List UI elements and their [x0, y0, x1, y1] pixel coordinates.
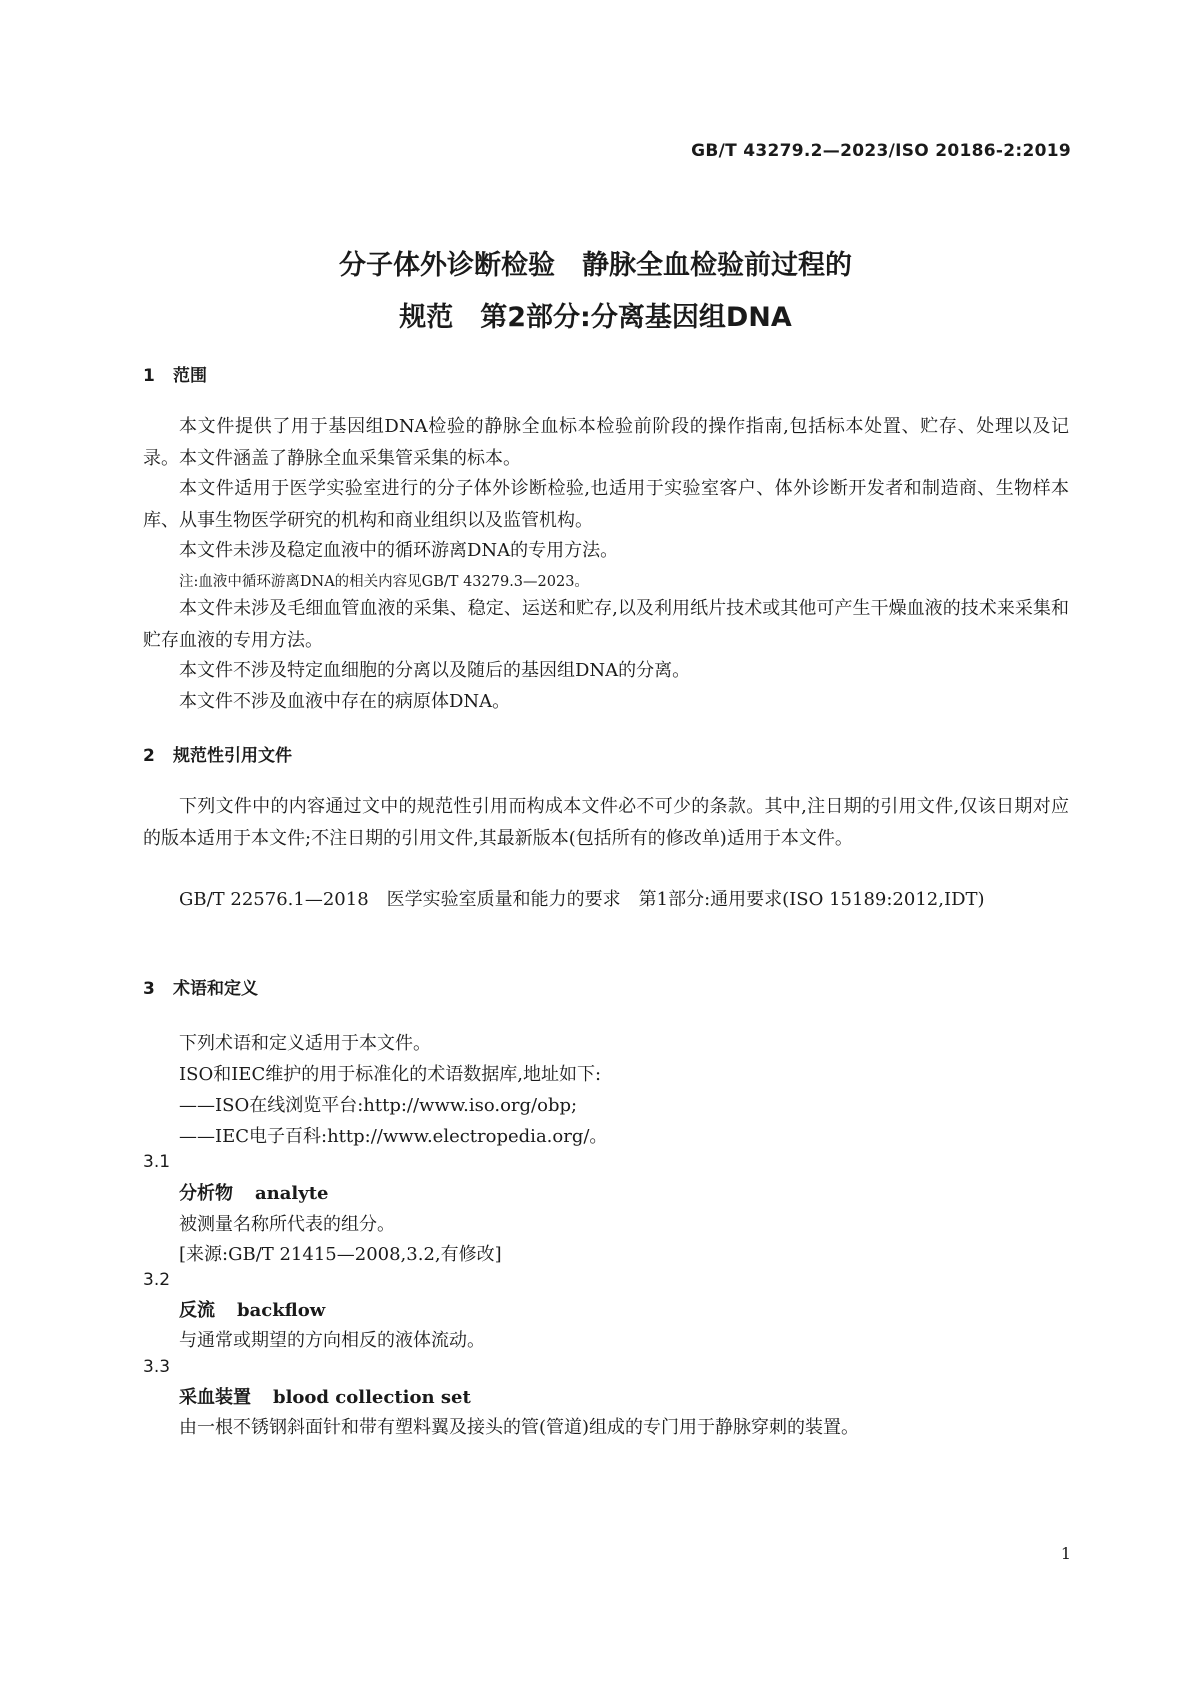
section-1-paragraph-2: 本文件适用于医学实验室进行的分子体外诊断检验,也适用于实验室客户、体外诊断开发者和制造商、生物样本库、从事生物医学研究的机构和商业组织以及监管机构。 — [143, 478, 1069, 531]
section-number: 3 — [143, 979, 155, 999]
term-en: blood collection set — [273, 1387, 471, 1408]
term-number: 3.1 — [143, 1152, 171, 1172]
section-1-heading — [143, 361, 207, 386]
iec-electropedia-link: ——IEC电子百科:http://www.electropedia.org/。 — [179, 1126, 608, 1147]
section-3-line-1: 下列术语和定义适用于本文件。 — [179, 1033, 431, 1054]
term-number: 3.2 — [143, 1270, 171, 1290]
iso-obp-link: ——ISO在线浏览平台:http://www.iso.org/obp; — [179, 1095, 578, 1116]
section-1-note: 注:血液中循环游离DNA的相关内容见GB/T 43279.3—2023。 — [179, 574, 589, 590]
page-number: 1 — [1060, 1544, 1071, 1563]
term-definition: 由一根不锈钢斜面针和带有塑料翼及接头的管(管道)组成的专门用于静脉穿刺的装置。 — [179, 1417, 860, 1438]
term-heading — [179, 1296, 325, 1322]
term-heading — [179, 1179, 328, 1205]
section-2-reference: GB/T 22576.1—2018 医学实验室质量和能力的要求 第1部分:通用要求(ISO 15189:2012,IDT) — [179, 889, 985, 910]
term-source: [来源:GB/T 21415—2008,3.2,有修改] — [179, 1244, 502, 1265]
section-title: 规范性引用文件 — [173, 746, 292, 766]
section-1-paragraph-5: 本文件不涉及特定血细胞的分离以及随后的基因组DNA的分离。 — [179, 660, 691, 681]
term-zh: 反流 — [179, 1300, 215, 1321]
section-3-heading — [143, 974, 258, 999]
section-1-paragraph-4: 本文件未涉及毛细血管血液的采集、稳定、运送和贮存,以及利用纸片技术或其他可产生干燥血液的技术来采集和贮存血液的专用方法。 — [143, 598, 1069, 651]
term-zh: 分析物 — [179, 1183, 233, 1204]
standard-code: GB/T 43279.2—2023/ISO 20186-2:2019 — [691, 141, 1071, 161]
section-title: 术语和定义 — [173, 979, 258, 999]
section-1-paragraph-6: 本文件不涉及血液中存在的病原体DNA。 — [179, 691, 511, 712]
section-title: 范围 — [173, 366, 207, 386]
section-2-heading — [143, 741, 292, 766]
term-heading — [179, 1383, 471, 1409]
document-title — [0, 240, 1191, 344]
term-definition: 与通常或期望的方向相反的液体流动。 — [179, 1330, 485, 1351]
section-3-line-2: ISO和IEC维护的用于标准化的术语数据库,地址如下: — [179, 1064, 602, 1085]
section-1-paragraph-3: 本文件未涉及稳定血液中的循环游离DNA的专用方法。 — [179, 540, 619, 561]
section-1-paragraph-1: 本文件提供了用于基因组DNA检验的静脉全血标本检验前阶段的操作指南,包括标本处置、贮存、处理以及记录。本文件涵盖了静脉全血采集管采集的标本。 — [143, 416, 1069, 469]
title-line-2: 规范 第2部分:分离基因组DNA — [399, 302, 792, 333]
term-definition: 被测量名称所代表的组分。 — [179, 1214, 395, 1235]
term-en: backflow — [237, 1300, 326, 1321]
section-number: 2 — [143, 746, 155, 766]
title-line-1: 分子体外诊断检验 静脉全血检验前过程的 — [339, 250, 852, 281]
term-zh: 采血装置 — [179, 1387, 251, 1408]
section-2-paragraph-1: 下列文件中的内容通过文中的规范性引用而构成本文件必不可少的条款。其中,注日期的引用文件,仅该日期对应的版本适用于本文件;不注日期的引用文件,其最新版本(包括所有的修改单)适用于本文件。 — [143, 796, 1069, 849]
section-number: 1 — [143, 366, 155, 386]
term-number: 3.3 — [143, 1357, 171, 1377]
term-en: analyte — [255, 1183, 329, 1204]
